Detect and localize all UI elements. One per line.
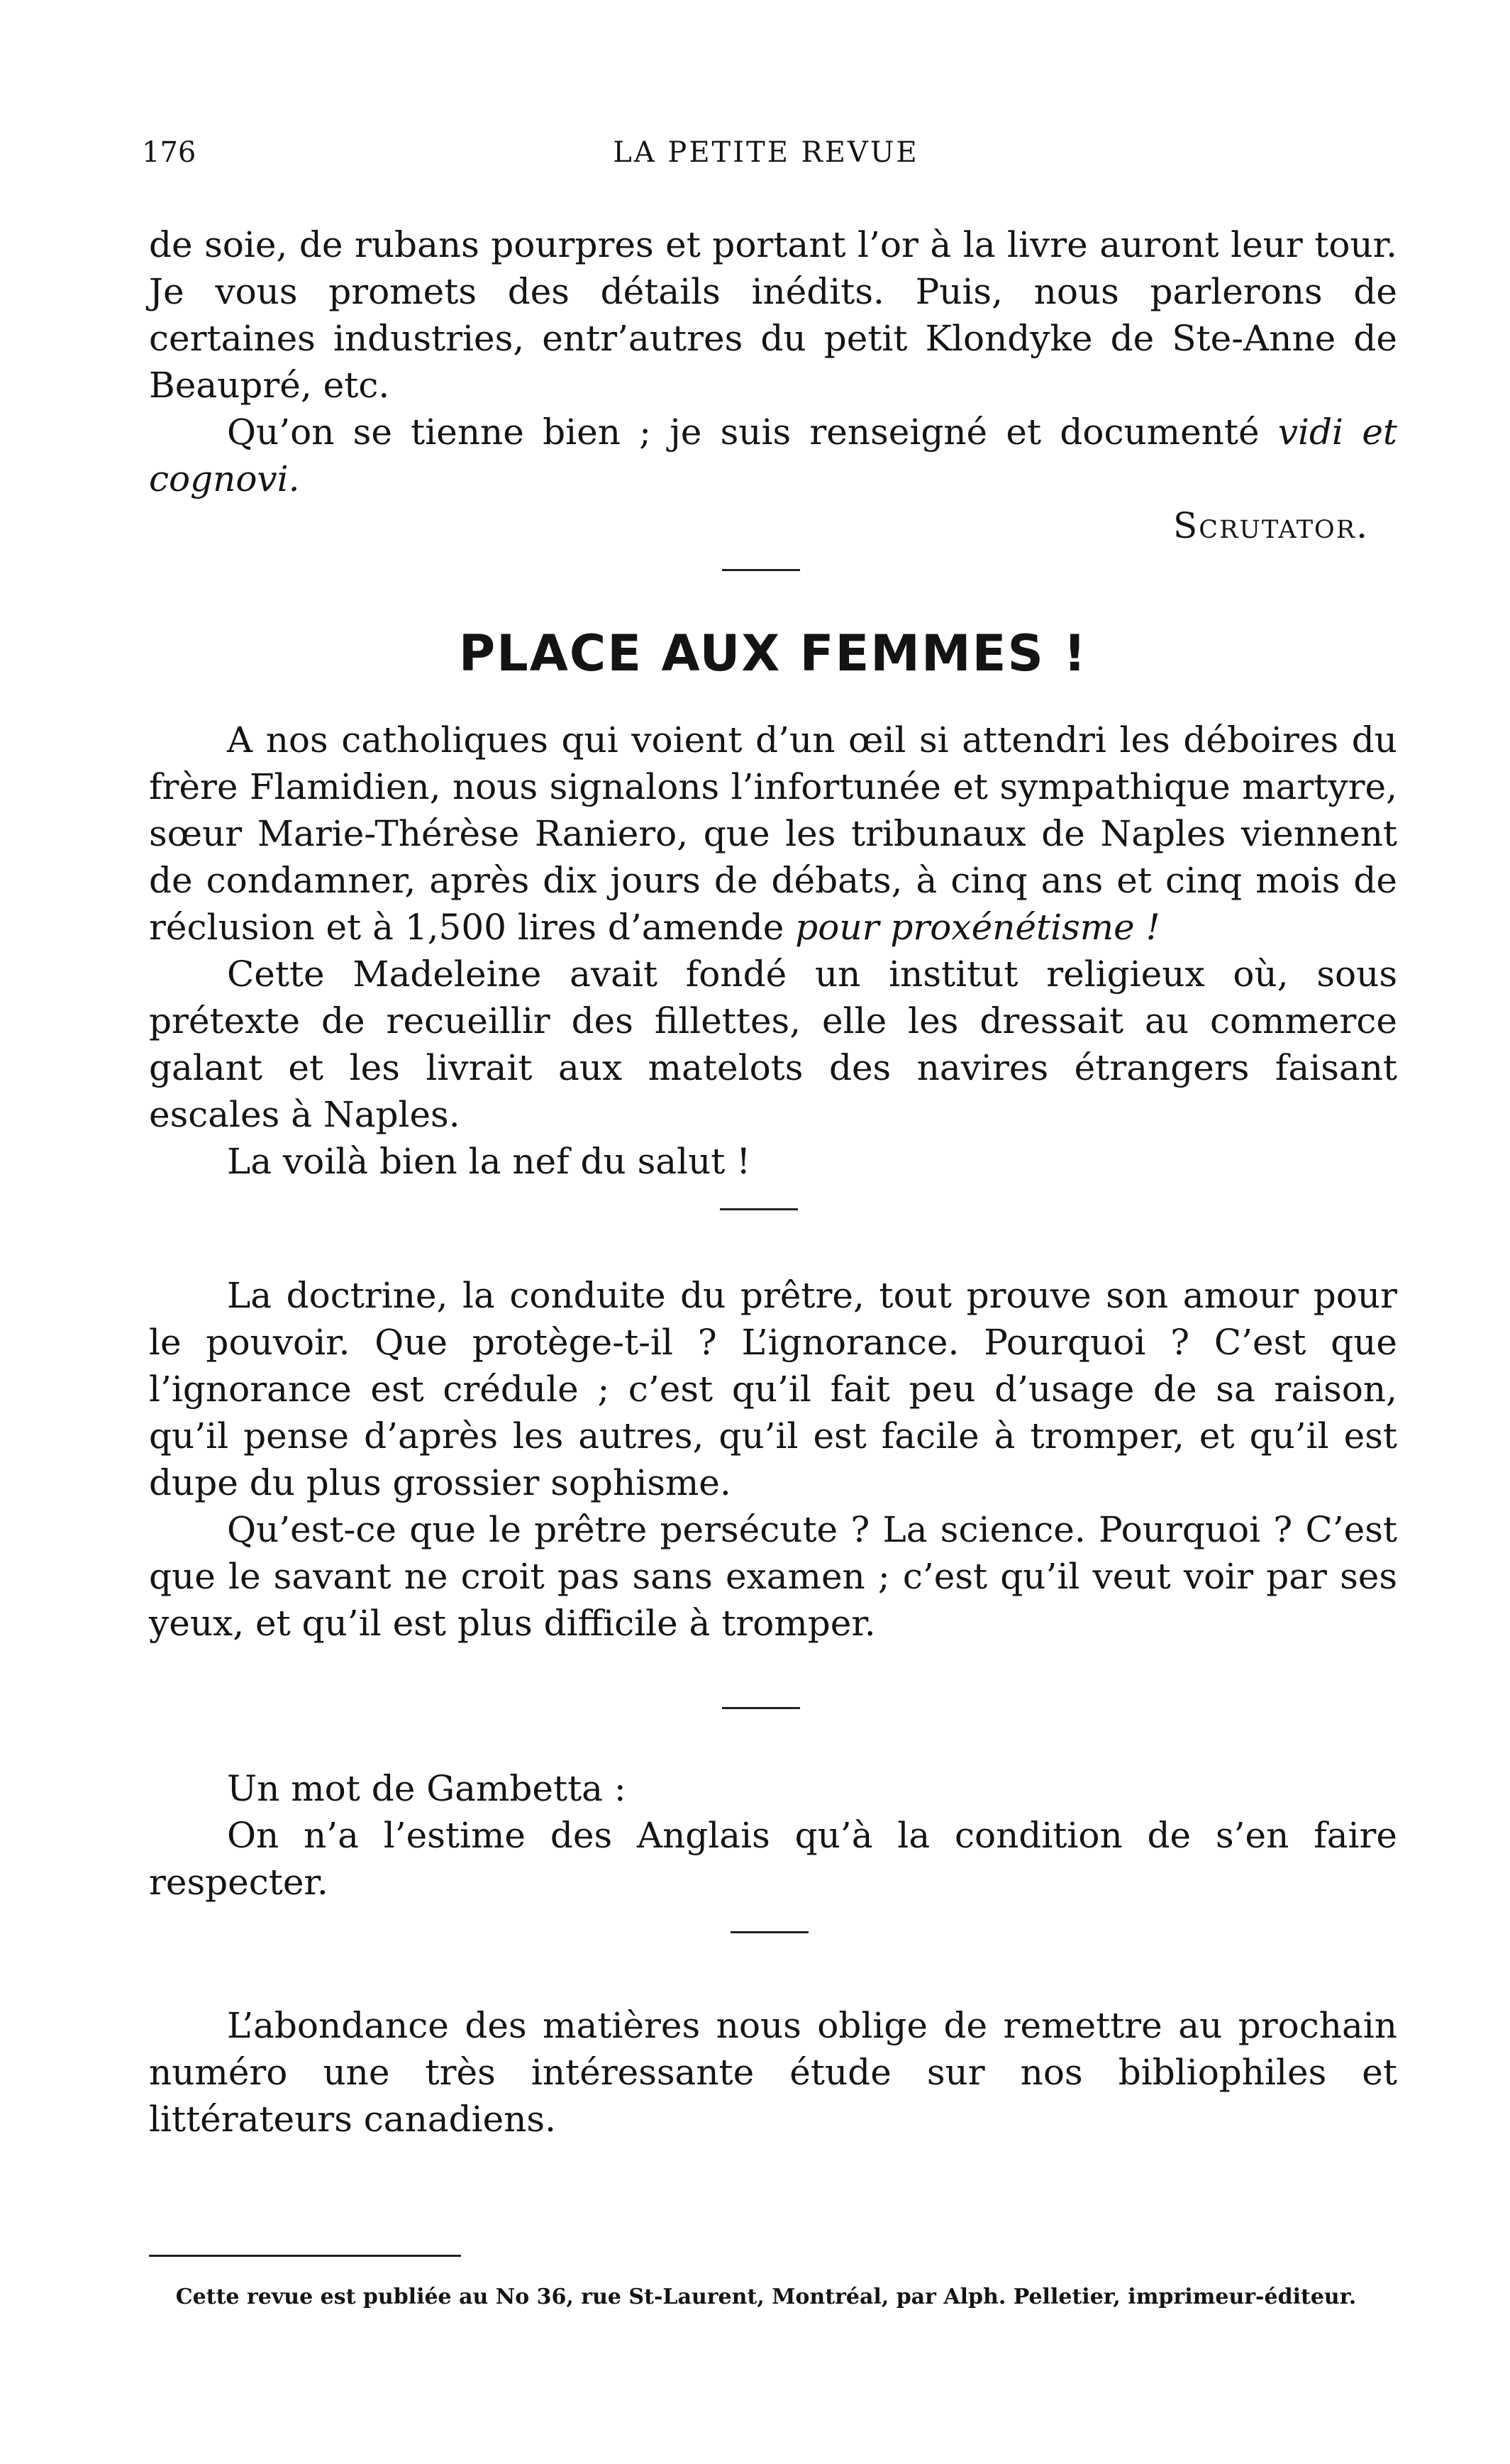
paragraph: On n’a l’estime des Anglais qu’à la condition de s’en faire respecter. <box>149 1815 1397 1903</box>
imprint: Cette revue est publiée au No 36, rue St-Laurent, Montréal, par Alph. Pelletier, imprimeur-éditeur. <box>175 2285 1357 2309</box>
section-doctrine <box>149 1272 1397 1647</box>
paragraph: Cette Madeleine avait fondé un institut religieux où, sous prétexte de recueillir des fillettes, elle les dressait au commerce galant et les livrait aux matelots des navires étrangers faisant escales à Naples. <box>149 954 1397 1135</box>
page-header <box>142 136 1390 179</box>
running-title: LA PETITE REVUE <box>613 136 919 169</box>
article-heading: PLACE AUX FEMMES ! <box>458 624 1088 683</box>
section-gambetta <box>149 1765 1397 1906</box>
paragraph-text: A nos catholiques qui voient d’un œil si attendri les déboires du frère Flamidien, nous signalons l’infortunée et sympathique martyre, sœur Marie-Thérèse Raniero, que les tribunaux de Naples viennent de condamner, après dix jours de débats, à cinq ans et cinq mois de réclusion et à 1,500 lires d’amende <box>149 719 1397 948</box>
paragraph: La doctrine, la conduite du prêtre, tout prouve son amour pour le pouvoir. Que protège-t-il ? L’ignorance. Pourquoi ? C’est que l’ignorance est crédule ; c’est qu’il fait peu d’usage de sa raison, qu’il pense d’après les autres, qu’il est facile à tromper, et qu’il est dupe du plus grossier sophisme. <box>149 1275 1397 1503</box>
paragraph: La voilà bien la nef du salut ! <box>227 1141 751 1182</box>
section-divider <box>731 1931 809 1933</box>
paragraph <box>149 717 1397 951</box>
page-number: 176 <box>142 136 196 169</box>
section-divider <box>722 1707 800 1709</box>
footer-rule <box>149 2255 461 2257</box>
section-scrutator <box>149 221 1397 549</box>
signature: Scrutator. <box>1173 505 1369 546</box>
section-place-aux-femmes <box>149 717 1397 1185</box>
paragraph: Qu’est-ce que le prêtre persécute ? La science. Pourquoi ? C’est que le savant ne croit pas sans examen ; c’est qu’il veut voir par ses yeux, et qu’il est plus difficile à tromper. <box>149 1509 1397 1644</box>
emphasis: pour proxénétisme ! <box>795 907 1160 948</box>
paragraph-text: Qu’on se tienne bien ; je suis renseigné et documenté <box>227 411 1278 453</box>
paragraph: de soie, de rubans pourpres et portant l’or à la livre auront leur tour. Je vous promets des détails inédits. Puis, nous parlerons de certaines industries, entr’autres du petit Klondyke de Ste-Anne de Beaupré, etc. <box>149 224 1397 406</box>
section-divider <box>722 569 800 571</box>
paragraph: Un mot de Gambetta : <box>227 1768 626 1809</box>
section-abondance <box>149 2002 1397 2143</box>
paragraph: L’abondance des matières nous oblige de remettre au prochain numéro une très intéressante étude sur nos bibliophiles et littérateurs canadiens. <box>149 2005 1397 2140</box>
paragraph <box>149 409 1397 502</box>
section-divider <box>720 1208 798 1210</box>
latin-phrase: vidi et cognovi. <box>149 411 1397 499</box>
